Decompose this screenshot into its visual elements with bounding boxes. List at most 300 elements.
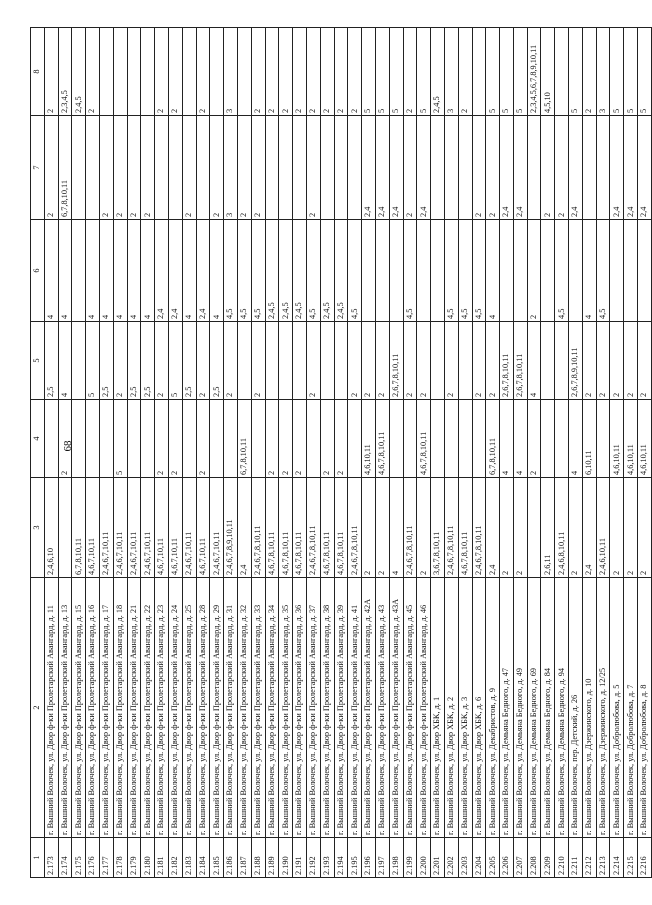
col3-cell: 2,4,6,7,10,11: [127, 478, 141, 578]
col7-cell: 2: [486, 116, 500, 220]
col4-cell: [458, 400, 472, 478]
col3-cell: 2,4,6,7,10,11: [210, 478, 224, 578]
table-row: [320, 28, 334, 878]
col6-cell: 4: [113, 220, 127, 322]
table-row: [348, 28, 362, 878]
address-cell: г. Вышний Волочек, ул. Двор ф-ки Пролетарский Авангард, д. 45: [403, 578, 417, 838]
col6-cell: 2,4,5: [320, 220, 334, 322]
col5-cell: 2: [113, 322, 127, 400]
table-row: [113, 28, 127, 878]
row-number: 2.216: [638, 838, 652, 878]
col3-cell: 2,4,6,7,8,10,11: [472, 478, 486, 578]
address-cell: г. Вышний Волочек, ул. Двор ф-ки Пролетарский Авангард, д. 34: [265, 578, 279, 838]
col4-cell: [86, 400, 100, 478]
col4-cell: 6,7,8,10,11: [237, 400, 251, 478]
row-number: 2.188: [251, 838, 265, 878]
col7-cell: [155, 116, 169, 220]
col7-cell: [431, 116, 445, 220]
address-cell: г. Вышний Волочек, ул. Демьяна Бедного, д. 47: [500, 578, 514, 838]
col5-cell: 2: [306, 322, 320, 400]
col8-cell: 5: [389, 28, 403, 116]
col3-cell: 2,4,6,7,10,11: [141, 478, 155, 578]
col4-cell: [99, 400, 113, 478]
col6-cell: 4,5: [472, 220, 486, 322]
header-col-2: 2: [31, 578, 45, 838]
col4-cell: 4,6,10,11: [362, 400, 376, 478]
table-row: [541, 28, 555, 878]
address-cell: г. Вышний Волочек, ул. Дзержинского, д. 10: [582, 578, 596, 838]
col4-cell: [403, 400, 417, 478]
col4-cell: 2: [334, 400, 348, 478]
table-row: [44, 28, 58, 878]
col7-cell: 2,4: [624, 116, 638, 220]
col5-cell: [237, 322, 251, 400]
col8-cell: 2,4,5: [431, 28, 445, 116]
col7-cell: 2: [113, 116, 127, 220]
col4-cell: [141, 400, 155, 478]
row-number: 2.185: [210, 838, 224, 878]
row-number: 2.189: [265, 838, 279, 878]
row-number: 2.207: [513, 838, 527, 878]
col5-cell: 5: [86, 322, 100, 400]
col3-cell: 2,4: [237, 478, 251, 578]
col4-cell: [251, 400, 265, 478]
col7-cell: 2,4: [610, 116, 624, 220]
address-cell: г. Вышний Волочек, ул. Двор ХБК, д. 6: [472, 578, 486, 838]
col8-cell: 2: [86, 28, 100, 116]
table-row: [224, 28, 238, 878]
header-col-3: 3: [31, 478, 45, 578]
col3-cell: 2: [610, 478, 624, 578]
row-number: 2.210: [555, 838, 569, 878]
row-number: 2.175: [72, 838, 86, 878]
row-number: 2.197: [375, 838, 389, 878]
address-cell: г. Вышний Волочек, ул. Двор ф-ки Пролетарский Авангард, д. 43А: [389, 578, 403, 838]
table-row: [610, 28, 624, 878]
col6-cell: 4,5: [458, 220, 472, 322]
col4-cell: 2: [58, 400, 72, 478]
table-row: [486, 28, 500, 878]
col6-cell: [624, 220, 638, 322]
col3-cell: 2,4,6,7,8,9,10,11: [224, 478, 238, 578]
table-row: [472, 28, 486, 878]
col4-cell: [44, 400, 58, 478]
address-cell: г. Вышний Волочек, ул. Двор ф-ки Пролетарский Авангард, д. 23: [155, 578, 169, 838]
col6-cell: 4: [86, 220, 100, 322]
col6-cell: 4,5: [403, 220, 417, 322]
col8-cell: 5: [624, 28, 638, 116]
col5-cell: 2: [417, 322, 431, 400]
col3-cell: 2,4,6,8,10,11: [555, 478, 569, 578]
row-number: 2.183: [182, 838, 196, 878]
col5-cell: 2: [362, 322, 376, 400]
col3-cell: 4,6,7,8,10,11: [458, 478, 472, 578]
col4-cell: 2: [168, 400, 182, 478]
col3-cell: 2,4,6,7,8,10,11: [251, 478, 265, 578]
table-row: [375, 28, 389, 878]
address-cell: г. Вышний Волочек, ул. Добролюбова, д. 5: [610, 578, 624, 838]
col3-cell: 4,6,7,10,11: [86, 478, 100, 578]
col8-cell: [141, 28, 155, 116]
col8-cell: [210, 28, 224, 116]
row-number: 2.180: [141, 838, 155, 878]
col8-cell: 2: [582, 28, 596, 116]
col7-cell: [279, 116, 293, 220]
address-cell: г. Вышний Волочек, ул. Демьяна Бедного, д. 84: [541, 578, 555, 838]
col4-cell: [210, 400, 224, 478]
row-number: 2.200: [417, 838, 431, 878]
row-number: 2.202: [444, 838, 458, 878]
col8-cell: [127, 28, 141, 116]
col4-cell: 4,6,7,8,10,11: [417, 400, 431, 478]
col7-cell: 2,4: [638, 116, 652, 220]
row-number: 2.195: [348, 838, 362, 878]
row-number: 2.186: [224, 838, 238, 878]
col8-cell: 2: [279, 28, 293, 116]
col4-cell: 4: [569, 400, 583, 478]
col7-cell: 2: [306, 116, 320, 220]
col4-cell: [224, 400, 238, 478]
col6-cell: [569, 220, 583, 322]
col5-cell: 2,5: [127, 322, 141, 400]
row-number: 2.181: [155, 838, 169, 878]
col4-cell: [72, 400, 86, 478]
col7-cell: 2,4: [375, 116, 389, 220]
col5-cell: 4: [527, 322, 541, 400]
col3-cell: 4,6,7,8,10,11: [320, 478, 334, 578]
table-row: [569, 28, 583, 878]
table-row: [306, 28, 320, 878]
col5-cell: 2: [638, 322, 652, 400]
col4-cell: 4: [500, 400, 514, 478]
col4-cell: [306, 400, 320, 478]
col3-cell: 2: [362, 478, 376, 578]
row-number: 2.173: [44, 838, 58, 878]
table-row: [596, 28, 610, 878]
table-row: [638, 28, 652, 878]
address-cell: г. Вышний Волочек, ул. Декабристов, д. 9: [486, 578, 500, 838]
col8-cell: [555, 28, 569, 116]
table-row: [389, 28, 403, 878]
col6-cell: [72, 220, 86, 322]
address-cell: г. Вышний Волочек, ул. Добролюбова, д. 8: [638, 578, 652, 838]
col7-cell: 2: [472, 116, 486, 220]
row-number: 2.187: [237, 838, 251, 878]
table-row: [279, 28, 293, 878]
col7-cell: [320, 116, 334, 220]
col5-cell: 2: [348, 322, 362, 400]
col8-cell: 2: [251, 28, 265, 116]
address-cell: г. Вышний Волочек, ул. Двор ф-ки Пролетарский Авангард, д. 39: [334, 578, 348, 838]
col4-cell: [444, 400, 458, 478]
col6-cell: 2,4,5: [279, 220, 293, 322]
col5-cell: 2: [610, 322, 624, 400]
col5-cell: 4: [58, 322, 72, 400]
col5-cell: 2,5: [44, 322, 58, 400]
col6-cell: 4,5: [306, 220, 320, 322]
row-number: 2.213: [596, 838, 610, 878]
col7-cell: [293, 116, 307, 220]
col6-cell: 4: [58, 220, 72, 322]
page-number: 68: [62, 440, 74, 452]
address-cell: г. Вышний Волочек, ул. Двор ф-ки Пролетарский Авангард, д. 35: [279, 578, 293, 838]
col3-cell: 6,7,8,10,11: [72, 478, 86, 578]
row-number: 2.215: [624, 838, 638, 878]
row-number: 2.194: [334, 838, 348, 878]
row-number: 2.204: [472, 838, 486, 878]
col7-cell: 2: [141, 116, 155, 220]
table-row: [99, 28, 113, 878]
row-number: 2.214: [610, 838, 624, 878]
table-row: [500, 28, 514, 878]
col8-cell: 5: [375, 28, 389, 116]
col7-cell: 3: [224, 116, 238, 220]
address-cell: г. Вышний Волочек, ул. Двор ф-ки Пролетарский Авангард, д. 36: [293, 578, 307, 838]
col5-cell: 5: [168, 322, 182, 400]
address-cell: г. Вышний Волочек, ул. Дзержинского, д. 12/25: [596, 578, 610, 838]
col7-cell: [582, 116, 596, 220]
col5-cell: 2: [251, 322, 265, 400]
col8-cell: 2: [306, 28, 320, 116]
col7-cell: 2: [237, 116, 251, 220]
col5-cell: 2: [582, 322, 596, 400]
address-cell: г. Вышний Волочек, ул. Демьяна Бедного, д. 94: [555, 578, 569, 838]
row-number: 2.178: [113, 838, 127, 878]
col6-cell: 2,4,5: [265, 220, 279, 322]
col3-cell: 4,6,7,8,10,11: [334, 478, 348, 578]
header-col-1: 1: [31, 838, 45, 878]
col6-cell: 4: [582, 220, 596, 322]
col8-cell: 2: [348, 28, 362, 116]
col7-cell: [458, 116, 472, 220]
col4-cell: 5: [113, 400, 127, 478]
col4-cell: [348, 400, 362, 478]
col8-cell: 5: [486, 28, 500, 116]
col8-cell: 5: [638, 28, 652, 116]
col5-cell: 2,6,7,8,9,10,11: [569, 322, 583, 400]
address-cell: г. Вышний Волочек, ул. Двор ф-ки Пролетарский Авангард, д. 41: [348, 578, 362, 838]
col6-cell: 2,4,5: [334, 220, 348, 322]
col8-cell: [472, 28, 486, 116]
row-number: 2.192: [306, 838, 320, 878]
col6-cell: 4: [127, 220, 141, 322]
col7-cell: 6,7,8,10,11: [58, 116, 72, 220]
col3-cell: 2,6,11: [541, 478, 555, 578]
col7-cell: [72, 116, 86, 220]
table-row: [582, 28, 596, 878]
col4-cell: [541, 400, 555, 478]
col3-cell: 4,6,7,10,11: [168, 478, 182, 578]
col5-cell: [320, 322, 334, 400]
row-number: 2.209: [541, 838, 555, 878]
row-number: 2.184: [196, 838, 210, 878]
col6-cell: 4: [99, 220, 113, 322]
col6-cell: [541, 220, 555, 322]
table-row: [444, 28, 458, 878]
col8-cell: 2: [44, 28, 58, 116]
col5-cell: [334, 322, 348, 400]
col6-cell: 4: [210, 220, 224, 322]
col4-cell: 4,6,7,8,10,11: [375, 400, 389, 478]
col8-cell: 2: [293, 28, 307, 116]
col8-cell: 2: [334, 28, 348, 116]
col5-cell: 2: [224, 322, 238, 400]
row-number: 2.201: [431, 838, 445, 878]
address-cell: г. Вышний Волочек, ул. Двор ф-ки Пролетарский Авангард, д. 46: [417, 578, 431, 838]
rotated-table-container: [30, 28, 649, 878]
header-col-5: 5: [31, 322, 45, 400]
address-cell: г. Вышний Волочек, ул. Двор ф-ки Пролетарский Авангард, д. 32: [237, 578, 251, 838]
col7-cell: [527, 116, 541, 220]
col3-cell: 2,4: [486, 478, 500, 578]
address-cell: г. Вышний Волочек, ул. Двор ф-ки Пролетарский Авангард, д. 17: [99, 578, 113, 838]
col4-cell: 6,10,11: [582, 400, 596, 478]
header-col-6: 6: [31, 220, 45, 322]
address-cell: г. Вышний Волочек, ул. Двор ф-ки Пролетарский Авангард, д. 24: [168, 578, 182, 838]
col7-cell: 2: [555, 116, 569, 220]
address-cell: г. Вышний Волочек, ул. Двор ХБК, д. 2: [444, 578, 458, 838]
col6-cell: 2,4: [196, 220, 210, 322]
col8-cell: [237, 28, 251, 116]
col8-cell: 5: [513, 28, 527, 116]
col8-cell: 2,4,5: [72, 28, 86, 116]
col8-cell: [99, 28, 113, 116]
col5-cell: 2,5: [141, 322, 155, 400]
col3-cell: 2,4,6,7,10,11: [99, 478, 113, 578]
col7-cell: 2: [182, 116, 196, 220]
col4-cell: 2: [196, 400, 210, 478]
table-row: [362, 28, 376, 878]
col8-cell: 3: [444, 28, 458, 116]
col6-cell: [500, 220, 514, 322]
table-row: [251, 28, 265, 878]
col3-cell: 4,6,7,10,11: [196, 478, 210, 578]
address-cell: г. Вышний Волочек, ул. Двор ф-ки Пролетарский Авангард, д. 37: [306, 578, 320, 838]
address-cell: г. Вышний Волочек, ул. Двор ф-ки Пролетарский Авангард, д. 31: [224, 578, 238, 838]
col6-cell: 4,5: [237, 220, 251, 322]
table-row: [513, 28, 527, 878]
col8-cell: 5: [362, 28, 376, 116]
col3-cell: 2: [417, 478, 431, 578]
col5-cell: 2: [472, 322, 486, 400]
col4-cell: 4: [513, 400, 527, 478]
header-col-8: 8: [31, 28, 45, 116]
table-row: [431, 28, 445, 878]
address-cell: г. Вышний Волочек, ул. Двор ф-ки Пролетарский Авангард, д. 28: [196, 578, 210, 838]
table-row: [555, 28, 569, 878]
col7-cell: [86, 116, 100, 220]
col4-cell: 6,7,8,10,11: [486, 400, 500, 478]
table-row: [210, 28, 224, 878]
address-cell: г. Вышний Волочек, ул. Двор ф-ки Пролетарский Авангард, д. 21: [127, 578, 141, 838]
col7-cell: 2,4: [362, 116, 376, 220]
col5-cell: 2: [486, 322, 500, 400]
table-row: [168, 28, 182, 878]
col6-cell: 2,4,5: [293, 220, 307, 322]
address-cell: г. Вышний Волочек, ул. Двор ф-ки Пролетарский Авангард, д. 25: [182, 578, 196, 838]
row-number: 2.190: [279, 838, 293, 878]
address-cell: г. Вышний Волочек, ул. Двор ф-ки Пролетарский Авангард, д. 15: [72, 578, 86, 838]
col3-cell: 2: [569, 478, 583, 578]
col6-cell: 4: [44, 220, 58, 322]
col6-cell: [431, 220, 445, 322]
col4-cell: 2: [155, 400, 169, 478]
table-row: [58, 28, 72, 878]
header-col-4: 4: [31, 400, 45, 478]
col5-cell: 2,6,7,8,10,11: [389, 322, 403, 400]
col6-cell: [417, 220, 431, 322]
address-cell: г. Вышний Волочек, пер. Детский, д. 26: [569, 578, 583, 838]
row-number: 2.208: [527, 838, 541, 878]
col3-cell: 2,4,6,7,8,10,11: [444, 478, 458, 578]
col4-cell: [472, 400, 486, 478]
col3-cell: 2: [638, 478, 652, 578]
col3-cell: 2,4,6,7,8,10,11: [348, 478, 362, 578]
col7-cell: 2: [99, 116, 113, 220]
col4-cell: 2: [293, 400, 307, 478]
col3-cell: 3,6,7,8,10,11: [431, 478, 445, 578]
data-table: [30, 27, 652, 878]
col7-cell: 2,4: [500, 116, 514, 220]
table-row: [86, 28, 100, 878]
col8-cell: 3: [596, 28, 610, 116]
col4-cell: [389, 400, 403, 478]
row-number: 2.206: [500, 838, 514, 878]
col3-cell: 2,4,6,7,8,10,11: [306, 478, 320, 578]
address-cell: г. Вышний Волочек, ул. Двор ф-ки Пролетарский Авангард, д. 33: [251, 578, 265, 838]
col3-cell: 2,4,6,10: [44, 478, 58, 578]
row-number: 2.176: [86, 838, 100, 878]
address-cell: г. Вышний Волочек, ул. Демьяна Бедного, д. 49: [513, 578, 527, 838]
col5-cell: 2: [196, 322, 210, 400]
col7-cell: 2,4: [389, 116, 403, 220]
col8-cell: 2: [403, 28, 417, 116]
col7-cell: 2: [403, 116, 417, 220]
col3-cell: 4: [389, 478, 403, 578]
table-row: [527, 28, 541, 878]
col8-cell: 2: [265, 28, 279, 116]
col7-cell: 2: [541, 116, 555, 220]
row-number: 2.193: [320, 838, 334, 878]
col7-cell: 2: [127, 116, 141, 220]
col4-cell: [127, 400, 141, 478]
col6-cell: 4: [141, 220, 155, 322]
col4-cell: 2: [527, 400, 541, 478]
col7-cell: 2: [210, 116, 224, 220]
col5-cell: [72, 322, 86, 400]
col7-cell: [168, 116, 182, 220]
col5-cell: [431, 322, 445, 400]
address-cell: г. Вышний Волочек, ул. Двор ХБК, д. 3: [458, 578, 472, 838]
col8-cell: [182, 28, 196, 116]
address-cell: г. Вышний Волочек, ул. Двор ф-ки Пролетарский Авангард, д. 22: [141, 578, 155, 838]
col3-cell: 2,4,6,7,8,10,11: [403, 478, 417, 578]
col6-cell: 4,5: [596, 220, 610, 322]
col5-cell: [279, 322, 293, 400]
col5-cell: 2: [375, 322, 389, 400]
col6-cell: [610, 220, 624, 322]
col7-cell: [196, 116, 210, 220]
address-cell: г. Вышний Волочек, ул. Двор ф-ки Пролетарский Авангард, д. 38: [320, 578, 334, 838]
col3-cell: 4,6,7,8,10,11: [265, 478, 279, 578]
col6-cell: [375, 220, 389, 322]
col5-cell: 2,5: [210, 322, 224, 400]
col7-cell: 2: [251, 116, 265, 220]
col7-cell: [348, 116, 362, 220]
col3-cell: 2,4,6,7,10,11: [113, 478, 127, 578]
col6-cell: 4: [486, 220, 500, 322]
col3-cell: 2,4: [582, 478, 596, 578]
